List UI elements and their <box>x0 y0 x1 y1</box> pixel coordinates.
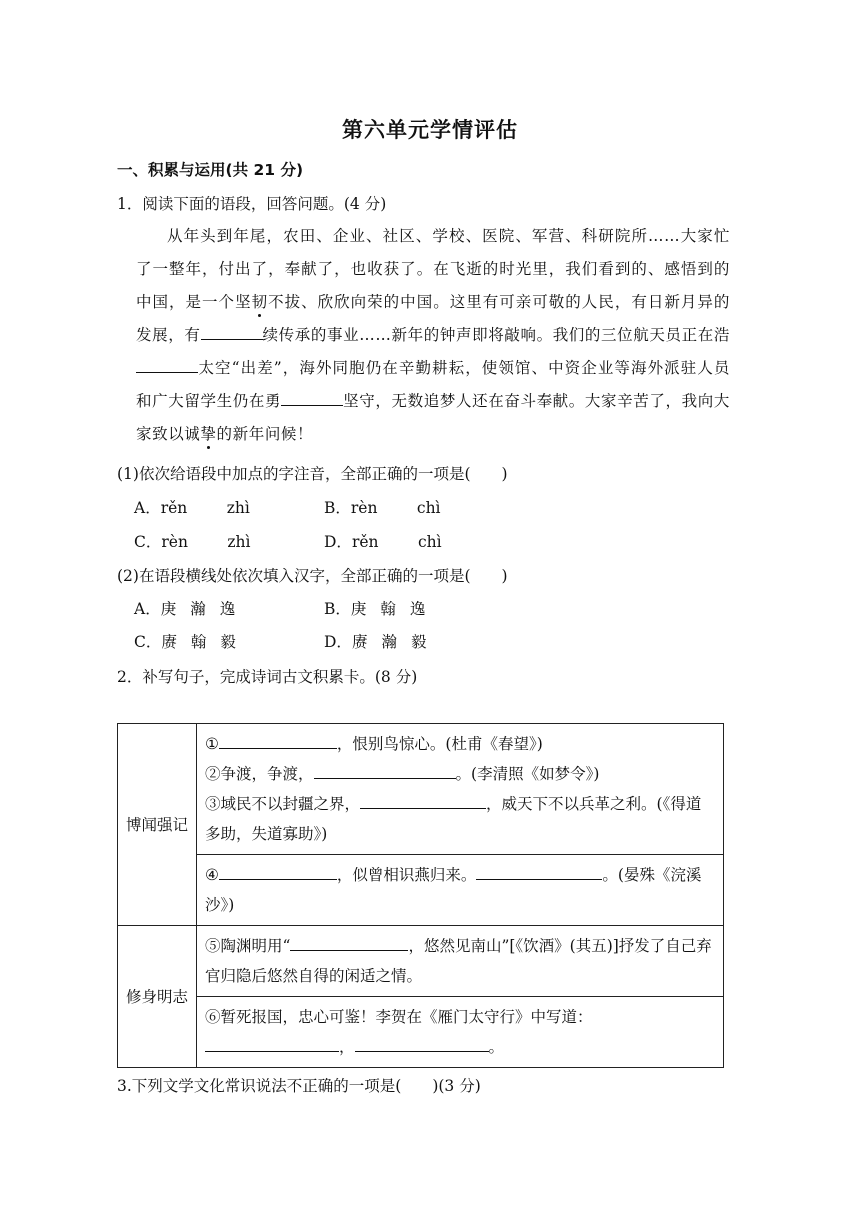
blank-poem-6[interactable] <box>290 936 408 951</box>
dotted-char-1: 韧 <box>251 293 269 311</box>
blank-poem-3[interactable] <box>360 794 486 809</box>
page-title: 第六单元学情评估 <box>342 118 518 142</box>
blank-2[interactable] <box>136 358 198 373</box>
question-1-stem: 1．阅读下面的语段，回答问题。(4 分) <box>117 195 387 213</box>
category-self-cultivation: 修身明志 <box>118 926 197 1068</box>
category-memory: 博闻强记 <box>118 724 197 926</box>
blank-poem-4[interactable] <box>219 865 337 880</box>
question-2-stem: 2．补写句子，完成诗词古文积累卡。(8 分) <box>117 668 418 686</box>
dotted-char-2: 挚 <box>200 425 217 443</box>
card-row-3: ⑤陶渊明用“ ，悠然见南山”[《饮酒》(其五)]抒发了自己弃官归隐后悠然自得的闲适之情。 <box>197 926 724 997</box>
option-2d[interactable]: D．赓 瀚 毅 <box>324 633 427 651</box>
sub-question-2: (2)在语段横线处依次填入汉字，全部正确的一项是( ) <box>117 567 508 585</box>
option-1d[interactable]: D．rěn chì <box>324 533 442 551</box>
option-2c[interactable]: C．赓 翰 毅 <box>134 633 236 651</box>
option-2b[interactable]: B．庚 翰 逸 <box>324 600 426 618</box>
blank-1[interactable] <box>201 325 263 340</box>
reading-passage: 从年头到年尾，农田、企业、社区、学校、医院、军营、科研院所……大家忙了一整年，付出了，奉献了，也收获了。在飞逝的时光里，我们看到的、感悟到的中国，是一个坚韧不拔、欣欣向荣的中国。这里有可亲可敬的人民，有日新月异的发展，有 续传承的事业……新年的钟声即将敲响。我们的三位航天员正在浩太空“出差”，海外同胞仍在辛勤耕耘，使领馆、中资企业等海外派驻人员和广大留学生仍在勇 坚守，无数追梦人还在奋斗奉献。大家辛苦了，我向大家致以诚挚的新年问候！ <box>136 227 731 443</box>
card-row-1: ① ，恨别鸟惊心。(杜甫《春望》) ②争渡，争渡， 。(李清照《如梦令》) ③域民不以封疆之界， ，威天下不以兵革之利。(《得道多助，失道寡助》) <box>197 724 724 855</box>
poetry-card-table <box>117 723 724 1068</box>
blank-poem-5[interactable] <box>476 865 602 880</box>
blank-poem-7[interactable] <box>205 1037 339 1052</box>
card-row-2: ④ ，似曾相识燕归来。 。(晏殊《浣溪沙》) <box>197 855 724 926</box>
question-3-stem: 3.下列文学文化常识说法不正确的一项是( )(3 分) <box>117 1077 481 1095</box>
section-heading: 一、积累与运用(共 21 分) <box>117 161 304 179</box>
option-1b[interactable]: B．rèn chì <box>324 499 441 517</box>
option-2a[interactable]: A．庚 瀚 逸 <box>134 600 236 618</box>
sub-question-1: (1)依次给语段中加点的字注音，全部正确的一项是( ) <box>117 465 508 483</box>
blank-3[interactable] <box>281 391 343 406</box>
option-1c[interactable]: C．rèn zhì <box>134 533 251 551</box>
card-row-4: ⑥暂死报国，忠心可鉴！李贺在《雁门太守行》中写道： ， 。 <box>197 997 724 1068</box>
blank-poem-8[interactable] <box>355 1037 489 1052</box>
option-1a[interactable]: A．rěn zhì <box>134 499 250 517</box>
blank-poem-1[interactable] <box>219 734 337 749</box>
blank-poem-2[interactable] <box>314 764 456 779</box>
